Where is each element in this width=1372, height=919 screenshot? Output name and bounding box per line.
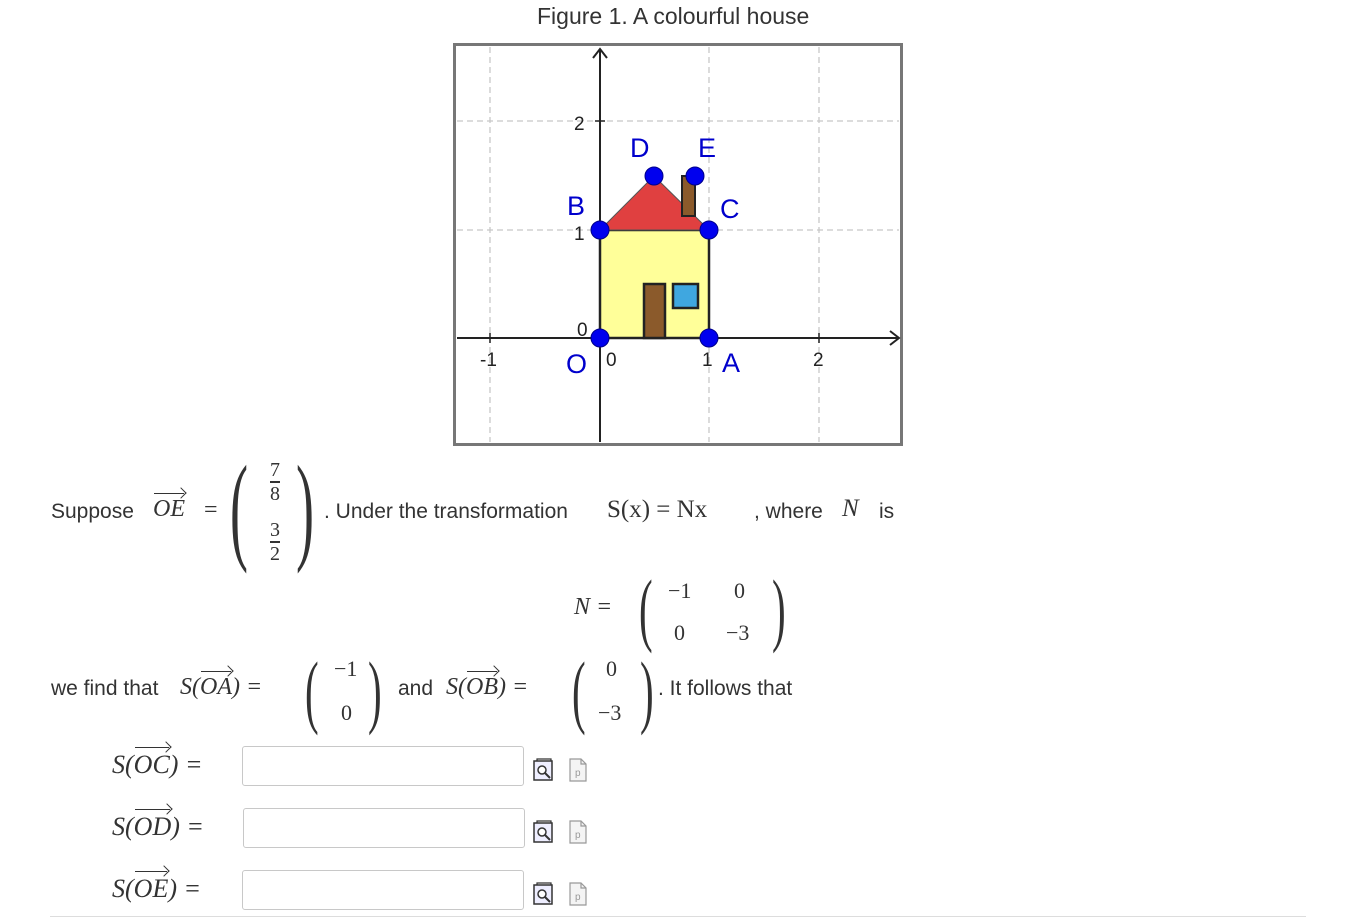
bottom-divider <box>50 916 1306 917</box>
label-O: O <box>566 349 588 379</box>
and-text: and <box>398 677 434 700</box>
point-E <box>686 167 704 185</box>
label-B: B <box>567 191 586 221</box>
label-D: D <box>630 133 650 163</box>
it-follows-text: . It follows that <box>658 677 793 700</box>
x-tick-0: 0 <box>606 350 617 371</box>
S-OB-expr: S(OB) = <box>446 674 529 700</box>
x-tick-2: 2 <box>813 350 824 371</box>
N-left-paren: ( <box>639 563 653 654</box>
y-tick-1: 1 <box>574 224 585 245</box>
preview-icon[interactable] <box>533 882 555 906</box>
label-A: A <box>722 348 741 378</box>
S-OE-label: S(OE) = <box>112 874 202 903</box>
svg-text:p: p <box>575 892 581 903</box>
SOB-right-paren: ) <box>640 645 654 736</box>
point-D <box>645 167 663 185</box>
SOA-left-paren: ( <box>305 645 319 736</box>
SOB-x: 0 <box>606 656 617 681</box>
house-figure <box>453 43 904 447</box>
N-equals: N = <box>574 594 613 620</box>
N-cell-21: 0 <box>674 620 685 645</box>
left-paren: ( <box>230 441 248 574</box>
S-OC-label: S(OC) = <box>112 750 203 779</box>
OE-x-fraction: $\frac{7}{8}$ <box>270 459 280 505</box>
vector-OE: OE <box>153 496 185 522</box>
right-paren: ) <box>296 441 314 574</box>
paste-icon[interactable] <box>567 882 589 906</box>
SOA-y: 0 <box>341 700 352 725</box>
OE-vector-entries <box>270 458 280 504</box>
house-window <box>673 284 698 308</box>
S-OE-input[interactable] <box>242 870 524 910</box>
N-cell-11: −1 <box>668 578 692 603</box>
OE-y-fraction: $\frac{3}{2}$ <box>270 519 280 565</box>
svg-text:p: p <box>575 830 581 841</box>
paste-icon[interactable] <box>567 758 589 782</box>
we-find-text: we find that <box>51 677 159 700</box>
equals-sign: = <box>204 497 218 523</box>
y-tick-2: 2 <box>574 114 585 135</box>
where-text: , where <box>754 500 823 523</box>
point-O <box>591 329 609 347</box>
point-C <box>700 221 718 239</box>
transformation-formula: S(x) = Nx <box>607 496 708 523</box>
SOB-left-paren: ( <box>572 645 586 736</box>
house-door <box>644 284 665 338</box>
figure-caption: Figure 1. A colourful house <box>537 3 810 29</box>
paste-icon[interactable] <box>567 820 589 844</box>
svg-text:p: p <box>575 768 581 779</box>
S-OA-expr: S(OA) = <box>180 674 263 700</box>
N-symbol: N <box>842 495 859 522</box>
label-C: C <box>720 194 740 224</box>
S-OD-label: S(OD) = <box>112 812 204 841</box>
preview-icon[interactable] <box>533 820 555 844</box>
S-OC-input[interactable] <box>242 746 524 786</box>
x-tick-1: 1 <box>702 350 713 371</box>
S-OD-input[interactable] <box>243 808 525 848</box>
point-A <box>700 329 718 347</box>
N-right-paren: ) <box>772 563 786 654</box>
x-tick-neg1: -1 <box>480 350 497 371</box>
under-transformation-text: . Under the transformation <box>324 500 568 523</box>
is-text: is <box>879 500 895 523</box>
N-cell-22: −3 <box>726 620 750 645</box>
preview-icon[interactable] <box>533 758 555 782</box>
y-tick-0: 0 <box>577 320 588 341</box>
SOA-right-paren: ) <box>368 645 382 736</box>
SOB-y: −3 <box>598 700 622 725</box>
N-cell-12: 0 <box>734 578 745 603</box>
SOA-x: −1 <box>334 656 358 681</box>
suppose-label: Suppose <box>51 500 134 523</box>
point-B <box>591 221 609 239</box>
label-E: E <box>698 133 717 163</box>
